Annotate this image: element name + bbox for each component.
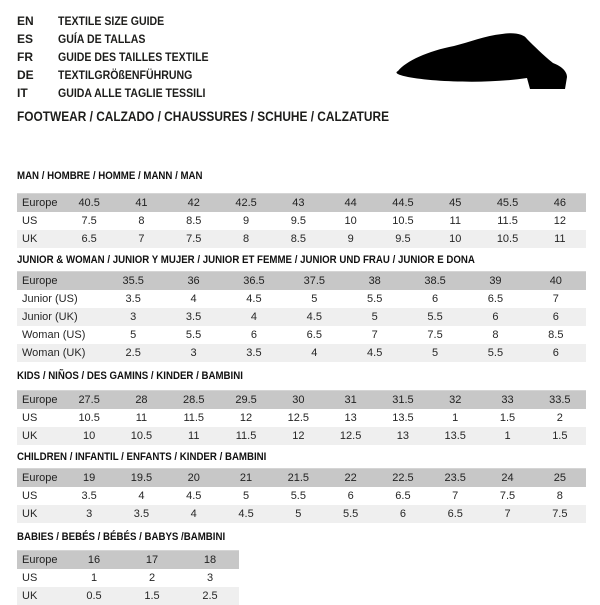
category-title-text: FOOTWEAR / CALZADO / CHAUSSURES / SCHUHE / CALZATURE <box>17 109 390 124</box>
size-cell: 6.5 <box>447 508 463 520</box>
size-cell: 32 <box>449 394 462 406</box>
size-cell: 6.5 <box>395 490 411 502</box>
size-cell: 38.5 <box>424 275 446 287</box>
table-header-row <box>17 194 586 213</box>
size-cell: 33 <box>501 394 514 406</box>
size-cell: 4.5 <box>186 490 202 502</box>
language-code: DE <box>17 68 34 82</box>
size-cell: 3 <box>86 508 93 520</box>
size-cell: 5.5 <box>342 508 359 520</box>
row-label: Woman (UK) <box>22 347 86 359</box>
size-cell: 7.5 <box>552 508 568 520</box>
size-cell: 3.5 <box>246 347 262 359</box>
size-table-kids <box>17 390 586 445</box>
size-cell: 7.5 <box>499 490 516 502</box>
size-cell: 33.5 <box>549 394 571 406</box>
language-title: GUIDE DES TAILLES TEXTILE <box>58 50 209 64</box>
language-title: TEXTILGRÖßENFÜHRUNG <box>58 68 193 82</box>
language-title: TEXTILE SIZE GUIDE <box>58 14 165 28</box>
row-label: Europe <box>22 472 58 484</box>
size-table-section-babies <box>17 531 586 605</box>
size-cell: 5 <box>295 508 302 520</box>
size-cell: 6.5 <box>306 329 322 341</box>
table-row <box>17 308 586 326</box>
language-title: GUÍA DE TALLAS <box>58 32 146 46</box>
size-cell: 10 <box>83 430 96 442</box>
size-cell: 6 <box>347 490 354 502</box>
size-cell: 1.5 <box>499 412 516 424</box>
row-label: UK <box>22 430 38 442</box>
size-cell: 13.5 <box>392 412 414 424</box>
table-title: MAN / HOMBRE / HOMME / MANN / MAN <box>17 170 203 182</box>
size-table-section-kids <box>17 370 586 445</box>
size-cell: 16 <box>87 554 101 566</box>
size-cell: 12 <box>553 215 566 227</box>
table-row <box>17 427 586 445</box>
size-table-section-junior-woman <box>17 254 586 362</box>
size-cell: 1.5 <box>552 430 568 442</box>
size-cell: 42.5 <box>235 197 257 209</box>
size-cell: 5.5 <box>290 490 306 502</box>
size-cell: 9.5 <box>395 233 411 245</box>
size-cell: 44 <box>344 197 357 209</box>
size-cell: 11.5 <box>183 412 205 424</box>
size-cell: 23.5 <box>444 472 466 484</box>
size-cell: 2.5 <box>202 590 218 602</box>
size-cell: 22 <box>344 472 357 484</box>
size-cell: 18 <box>203 554 217 566</box>
size-cell: 44.5 <box>392 197 414 209</box>
table-row <box>17 344 586 362</box>
row-label: Junior (UK) <box>22 311 78 323</box>
row-label: US <box>22 412 38 424</box>
table-row <box>17 569 239 587</box>
size-cell: 3.5 <box>133 508 150 520</box>
size-cell: 1.5 <box>144 590 160 602</box>
size-cell: 5.5 <box>487 347 504 359</box>
table-title: BABIES / BEBÉS / BÉBÉS / BABYS /BAMBINI <box>17 531 226 543</box>
size-cell: 40 <box>549 275 562 287</box>
size-cell: 3 <box>206 572 214 584</box>
size-cell: 22.5 <box>392 472 414 484</box>
table-header-row <box>17 391 586 410</box>
size-cell: 5.5 <box>367 293 383 305</box>
size-cell: 25 <box>553 472 566 484</box>
size-cell: 11 <box>554 233 566 245</box>
size-cell: 5 <box>432 347 439 359</box>
size-cell: 12 <box>239 412 253 424</box>
size-cell: 6 <box>432 293 439 305</box>
size-cell: 45.5 <box>496 197 519 209</box>
size-cell: 9 <box>242 215 250 227</box>
language-row-en <box>17 12 586 30</box>
row-label: Europe <box>22 197 58 209</box>
size-cell: 2 <box>148 572 156 584</box>
size-cell: 43 <box>292 197 305 209</box>
size-cell: 5.5 <box>185 329 202 341</box>
size-cell: 19.5 <box>130 472 153 484</box>
size-cell: 0.5 <box>86 590 102 602</box>
size-cell: 8 <box>242 233 250 245</box>
row-label: UK <box>22 508 38 520</box>
size-cell: 9 <box>347 233 354 245</box>
size-cell: 4 <box>311 347 318 359</box>
size-cell: 11 <box>449 215 461 227</box>
size-cell: 4 <box>190 508 197 520</box>
table-row <box>17 212 586 230</box>
size-cell: 10.5 <box>78 412 100 424</box>
size-table-babies <box>17 550 239 605</box>
size-cell: 31.5 <box>392 394 414 406</box>
language-code: ES <box>17 32 34 46</box>
row-label: US <box>22 572 38 584</box>
size-cell: 12.5 <box>339 430 362 442</box>
size-cell: 4.5 <box>246 293 262 305</box>
row-label: Europe <box>22 554 58 566</box>
size-cell: 8 <box>492 329 499 341</box>
size-cell: 6 <box>399 508 406 520</box>
size-cell: 8.5 <box>548 329 564 341</box>
size-cell: 4.5 <box>306 311 322 323</box>
size-cell: 36.5 <box>243 275 265 287</box>
table-header-row <box>17 272 586 291</box>
size-cell: 10 <box>344 215 357 227</box>
size-cell: 3.5 <box>185 311 202 323</box>
size-cell: 42 <box>187 197 200 209</box>
size-cell: 8.5 <box>290 233 306 245</box>
row-label: US <box>22 490 38 502</box>
size-cell: 38 <box>368 275 381 287</box>
size-cell: 6.5 <box>81 233 97 245</box>
size-table-children <box>17 468 586 523</box>
language-code: FR <box>17 50 33 64</box>
size-cell: 1 <box>452 412 459 424</box>
size-cell: 10.5 <box>130 430 153 442</box>
size-cell: 6 <box>250 329 257 341</box>
size-cell: 13 <box>396 430 410 442</box>
size-cell: 4 <box>138 490 145 502</box>
table-header-row <box>17 469 586 488</box>
table-row <box>17 487 586 505</box>
table-row <box>17 326 586 344</box>
size-cell: 7 <box>552 293 559 305</box>
row-label: Europe <box>22 275 58 287</box>
size-cell: 11.5 <box>497 215 518 227</box>
size-cell: 10.5 <box>392 215 414 227</box>
size-cell: 21.5 <box>287 472 310 484</box>
shoe-icon <box>394 30 578 94</box>
row-label: Europe <box>22 394 58 406</box>
size-cell: 5 <box>311 293 318 305</box>
size-cell: 5 <box>371 311 378 323</box>
row-label: US <box>22 215 38 227</box>
language-code: EN <box>17 14 34 28</box>
size-cell: 1 <box>504 430 511 442</box>
size-cell: 4.5 <box>238 508 254 520</box>
size-cell: 11 <box>135 412 148 424</box>
size-cell: 11 <box>188 430 200 442</box>
size-cell: 4 <box>190 293 197 305</box>
size-cell: 20 <box>187 472 200 484</box>
size-cell: 6 <box>552 311 559 323</box>
size-cell: 41 <box>135 197 148 209</box>
size-cell: 4.5 <box>367 347 383 359</box>
size-cell: 19 <box>83 472 96 484</box>
size-cell: 9.5 <box>290 215 306 227</box>
size-cell: 24 <box>501 472 514 484</box>
size-cell: 3.5 <box>125 293 141 305</box>
size-cell: 2.5 <box>125 347 141 359</box>
table-title: JUNIOR & WOMAN / JUNIOR Y MUJER / JUNIOR ET FEMME / JUNIOR UND FRAU / JUNIOR E DONA <box>17 254 475 266</box>
size-cell: 39 <box>489 275 502 287</box>
size-cell: 21 <box>239 472 253 484</box>
size-cell: 5.5 <box>427 311 443 323</box>
size-cell: 28.5 <box>183 394 205 406</box>
size-cell: 29.5 <box>235 394 257 406</box>
size-cell: 7.5 <box>186 233 202 245</box>
size-cell: 11.5 <box>235 430 257 442</box>
size-cell: 28 <box>135 394 148 406</box>
size-cell: 8 <box>556 490 563 502</box>
size-cell: 6 <box>492 311 499 323</box>
table-title: CHILDREN / INFANTIL / ENFANTS / KINDER / BAMBINI <box>17 451 267 463</box>
row-label: UK <box>22 590 38 602</box>
table-row <box>17 505 586 523</box>
size-cell: 10.5 <box>496 233 519 245</box>
size-cell: 7 <box>452 490 459 502</box>
size-cell: 7 <box>138 233 145 245</box>
size-cell: 46 <box>553 197 566 209</box>
size-cell: 2 <box>556 412 563 424</box>
size-table-section-man <box>17 170 586 248</box>
row-label: UK <box>22 233 38 245</box>
table-title: KIDS / NIÑOS / DES GAMINS / KINDER / BAMBINI <box>17 370 243 382</box>
size-cell: 10 <box>449 233 462 245</box>
size-cell: 40.5 <box>78 197 100 209</box>
size-cell: 12.5 <box>287 412 310 424</box>
size-cell: 30 <box>292 394 305 406</box>
size-cell: 36 <box>187 275 200 287</box>
table-row <box>17 290 586 308</box>
table-row <box>17 230 586 248</box>
size-cell: 8 <box>138 215 145 227</box>
language-code: IT <box>17 86 28 100</box>
row-label: Junior (US) <box>22 293 78 305</box>
size-cell: 35.5 <box>122 275 144 287</box>
category-title <box>17 110 586 124</box>
size-cell: 6 <box>552 347 559 359</box>
size-cell: 7 <box>371 329 378 341</box>
size-cell: 27.5 <box>78 394 100 406</box>
size-cell: 6.5 <box>487 293 504 305</box>
table-row <box>17 587 239 605</box>
size-cell: 3 <box>190 347 197 359</box>
size-table-man <box>17 193 586 248</box>
size-cell: 13.5 <box>444 430 466 442</box>
size-cell: 7 <box>504 508 511 520</box>
size-cell: 5 <box>242 490 250 502</box>
table-row <box>17 409 586 427</box>
size-cell: 3.5 <box>81 490 97 502</box>
language-title: GUIDA ALLE TAGLIE TESSILI <box>58 86 206 100</box>
size-cell: 37.5 <box>303 275 326 287</box>
size-table-junior-woman <box>17 271 586 362</box>
size-cell: 7.5 <box>81 215 97 227</box>
size-cell: 45 <box>449 197 462 209</box>
size-table-section-children <box>17 451 586 523</box>
size-cell: 31 <box>344 394 357 406</box>
table-header-row <box>17 551 239 570</box>
size-cell: 4 <box>250 311 257 323</box>
size-cell: 8.5 <box>186 215 202 227</box>
size-cell: 12 <box>292 430 305 442</box>
size-cell: 7.5 <box>427 329 443 341</box>
size-cell: 5 <box>130 329 137 341</box>
size-cell: 17 <box>145 554 159 566</box>
size-cell: 1 <box>90 572 98 584</box>
size-cell: 3 <box>130 311 137 323</box>
row-label: Woman (US) <box>22 329 86 341</box>
size-cell: 13 <box>344 412 357 424</box>
